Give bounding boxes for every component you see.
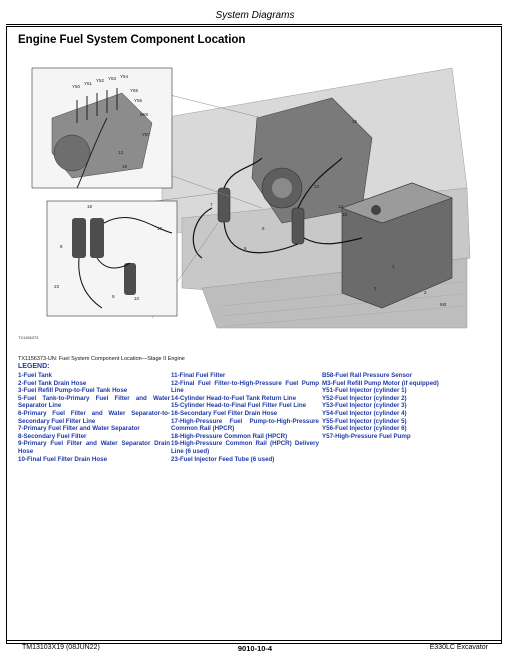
svg-text:10: 10 [134, 296, 140, 301]
legend-item: Y55-Fuel Injector (cylinder 5) [322, 417, 407, 425]
svg-text:18: 18 [87, 204, 93, 209]
svg-text:2: 2 [424, 290, 427, 295]
legend-item: 14-Cylinder Head-to-Fuel Tank Return Line [171, 394, 297, 402]
legend-item: 11-Final Fuel Filter [171, 372, 226, 379]
svg-text:Y55: Y55 [130, 88, 139, 93]
legend-item: 8-Secondary Fuel Filter [18, 432, 87, 440]
legend-item: Y57-High-Pressure Fuel Pump [322, 432, 411, 440]
svg-text:Y52: Y52 [96, 78, 105, 83]
svg-text:B58: B58 [140, 112, 149, 117]
footer-page-number: 9010-10-4 [237, 644, 273, 653]
legend-item: Y52-Fuel Injector (cylinder 2) [322, 394, 407, 402]
legend-item: M3-Fuel Refill Pump Motor (if equipped) [322, 379, 439, 387]
legend-column-3 [322, 372, 472, 440]
legend-item: 7-Primary Fuel Filter and Water Separator [18, 425, 140, 433]
footer-model: E330LC Excavator [429, 644, 488, 651]
svg-text:3: 3 [374, 286, 377, 291]
legend-item: 9-Primary Fuel Filter and Water Separator Drain Hose [18, 440, 170, 455]
section-title: Engine Fuel System Component Location [18, 34, 246, 46]
legend-item: 23-Fuel Injector Feed Tube (6 used) [171, 455, 275, 463]
svg-text:13: 13 [118, 150, 124, 155]
final-filter [292, 208, 304, 244]
legend-item: 17-High-Pressure Fuel Pump-to-High-Pressure Common Rail (HPCR) [171, 417, 319, 433]
fuel-system-illustration [12, 58, 476, 350]
svg-text:19: 19 [122, 164, 128, 169]
footer-rule [6, 640, 502, 641]
svg-text:Y54: Y54 [120, 74, 129, 79]
legend-item: 2-Fuel Tank Drain Hose [18, 379, 87, 387]
svg-text:17: 17 [157, 226, 163, 231]
legend-column-2 [171, 372, 319, 463]
legend-item: 12-Final Fuel Filter-to-High-Pressure Fuel Pump Line [171, 379, 319, 395]
legend-item: 6-Primary Fuel Filter and Water Separator-to-Secondary Fuel Filter Line [18, 409, 170, 425]
svg-text:M3: M3 [440, 302, 447, 307]
svg-text:23: 23 [54, 284, 60, 289]
svg-text:5: 5 [244, 246, 247, 251]
legend-item: 3-Fuel Refill Pump-to-Fuel Tank Hose [18, 387, 128, 395]
legend-item: 15-Cylinder Head-to-Final Fuel Filter Fuel Line [171, 402, 307, 410]
legend-item: Y56-Fuel Injector (cylinder 6) [322, 425, 407, 433]
legend-title: LEGEND: [18, 363, 50, 370]
header-rule [6, 24, 502, 25]
svg-text:Y57: Y57 [142, 132, 151, 137]
svg-text:14: 14 [338, 204, 344, 209]
callout-label: Y50 [72, 84, 81, 89]
svg-text:16: 16 [352, 119, 358, 124]
svg-text:9: 9 [112, 294, 115, 299]
svg-text:8: 8 [60, 244, 63, 249]
legend-item: B58-Fuel Rail Pressure Sensor [322, 372, 413, 379]
svg-text:7: 7 [210, 202, 213, 207]
legend-item: 18-High-Pressure Common Rail (HPCR) [171, 432, 288, 440]
svg-text:1: 1 [392, 264, 395, 269]
figure-caption: TX1156373-UN: Fuel System Component Location—Stage II Engine [18, 356, 185, 362]
legend-item: Y54-Fuel Injector (cylinder 4) [322, 409, 407, 417]
footer-doc-id: TM13103X19 (08JUN22) [22, 644, 100, 651]
svg-text:Y56: Y56 [134, 98, 143, 103]
svg-text:Y51: Y51 [84, 81, 93, 86]
legend-item: 16-Secondary Fuel Filter Drain Hose [171, 409, 278, 417]
figure-code: TX1156373 [18, 335, 39, 340]
legend-item: 5-Fuel Tank-to-Primary Fuel Filter and Water Separator Line [18, 394, 170, 410]
legend-item: Y51-Fuel Injector (cylinder 1) [322, 387, 407, 395]
svg-text:6: 6 [262, 226, 265, 231]
legend-item: 19-High-Pressure Common Rail (HPCR) Delivery Line (6 used) [171, 440, 319, 455]
svg-text:12: 12 [314, 184, 320, 189]
legend-item: Y53-Fuel Injector (cylinder 3) [322, 402, 407, 410]
legend-item: 1-Fuel Tank [18, 372, 52, 379]
legend-column-1 [18, 372, 170, 463]
svg-text:15: 15 [342, 212, 348, 217]
page-header-title: System Diagrams [215, 10, 295, 21]
legend-item: 10-Final Fuel Filter Drain Hose [18, 455, 108, 463]
svg-text:Y53: Y53 [108, 76, 117, 81]
